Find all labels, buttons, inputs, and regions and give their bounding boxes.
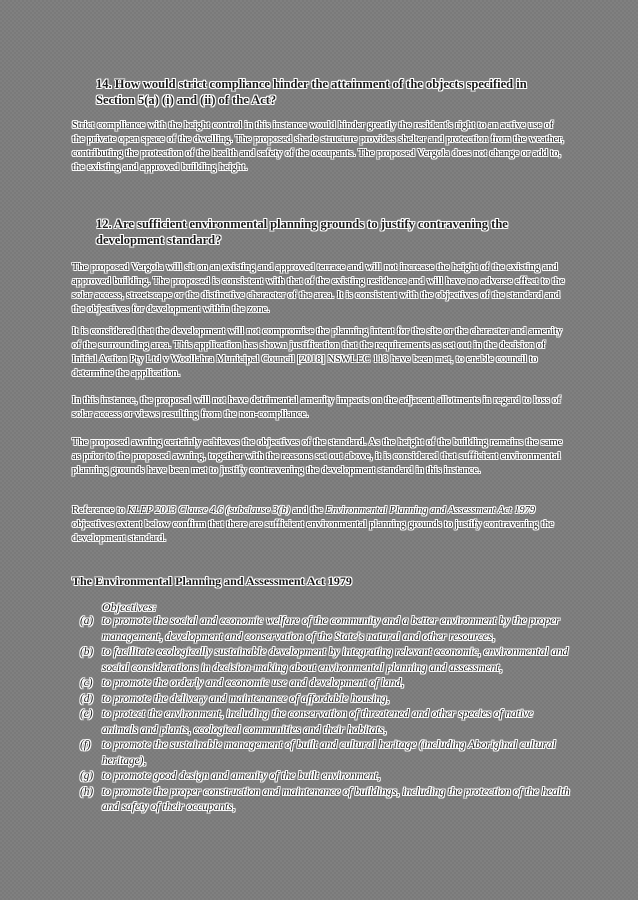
objective-marker: (f) (80, 739, 91, 751)
objective-text: to promote good design and amenity of the built environment, (102, 770, 381, 782)
objective-text: to promote the orderly and economic use and development of land, (102, 677, 404, 689)
objective-marker: (a) (80, 615, 94, 627)
objectives-label: Objectives: (102, 600, 157, 614)
act-heading: The Environmental Planning and Assessment Act 1979 (72, 574, 352, 588)
objective-item-h (80, 785, 570, 816)
reference-klep-clause: KLEP 2013 Clause 4.6 (subclause 3(b) (127, 505, 290, 516)
objectives-list (80, 614, 570, 816)
question-12-paragraph-4: The proposed awning certainly achieves the objectives of the standard. As the height of the building remains the same as prior to the proposed awning, together with the reasons set out above, it is considered that sufficient environmental planning grounds have been met to justify contravening the development standard in this instance. (72, 437, 563, 476)
reference-prefix: Reference to (72, 505, 128, 516)
objective-text: to promote the sustainable management of built and cultural heritage (including Aboriginal cultural heritage), (102, 739, 556, 767)
reference-act-name: Environmental Planning and Assessment Act 1979 (325, 505, 536, 516)
question-12-paragraph-3: In this instance, the proposal will not have detrimental amenity impacts on the adjacent allotments in regard to loss of solar access or views resulting from the non-compliance. (72, 395, 561, 420)
objective-marker: (d) (80, 692, 94, 705)
objective-item-a (80, 614, 570, 645)
question-12-paragraph-1: The proposed Vergola will sit on an existing and approved terrace and will not increase the height of the existing and approved building. The proposed is consistent with that of the existing residence and will have no adverse effect to the solar access, streetscape or the distinctive character of the area. It is consistent with the objectives of the standard and the objectives for development within the zone. (72, 262, 565, 315)
objective-marker: (b) (80, 646, 94, 658)
reference-middle: and the (289, 505, 326, 516)
objective-text: to protect the environment, including the conservation of threatened and other species of native animals and plants, ecological communities and their habitats, (102, 708, 534, 736)
objective-text: to promote the social and economic welfare of the community and a better environment by the proper management, development and conservation of the State's natural and other resources, (102, 615, 560, 643)
question-14-body: Strict compliance with the height control in this instance would hinder greatly the resident's right to an active use of the private open space of the dwelling. The proposed shade structure provides shelter and protection from the weather, contributing the protection of the health and safety of the occupants. The proposed Vergola does not change or add to, the existing and approved building height. (72, 120, 564, 173)
objective-item-f (80, 738, 570, 769)
question-12-paragraph-2: It is considered that the development will not compromise the planning intent for the site or the character and amenity of the surrounding area. This application has shown justification that the requirements as set out in the decision of Initial Action Pty Ltd v Woollahra Municipal Council [2018] NSWLEC 118 have been met, to enable council to determine the application. (72, 326, 563, 379)
reference-suffix: objectives extent below confirm that there are sufficient environmental planning grounds to justify contravening the development standard. (72, 519, 554, 544)
objective-item-e (80, 707, 570, 738)
objective-text: to facilitate ecologically sustainable development by integrating relevant economic, environmental and social considerations in decision-making about environmental planning and assessment, (102, 646, 569, 674)
objective-item-b (80, 645, 570, 676)
question-12-reference (72, 504, 568, 546)
objective-text: to promote the proper construction and maintenance of buildings, including the protection of the health and safety of their occupants, (102, 785, 570, 813)
objective-marker: (g) (80, 770, 94, 782)
objective-item-d (80, 692, 570, 708)
objective-item-c (80, 676, 570, 692)
question-14-heading: 14. How would strict compliance hinder the attainment of the objects specified in Section 5(a) (i) and (ii) of the Act? (96, 77, 527, 107)
objective-marker: (e) (80, 708, 93, 720)
objective-marker: (h) (80, 785, 94, 798)
objective-text: to promote the delivery and maintenance of affordable housing, (102, 692, 390, 705)
objective-marker: (c) (80, 677, 93, 689)
objective-item-g (80, 769, 570, 785)
question-12-heading: 12. Are sufficient environmental planning grounds to justify contravening the development standard? (96, 217, 508, 247)
